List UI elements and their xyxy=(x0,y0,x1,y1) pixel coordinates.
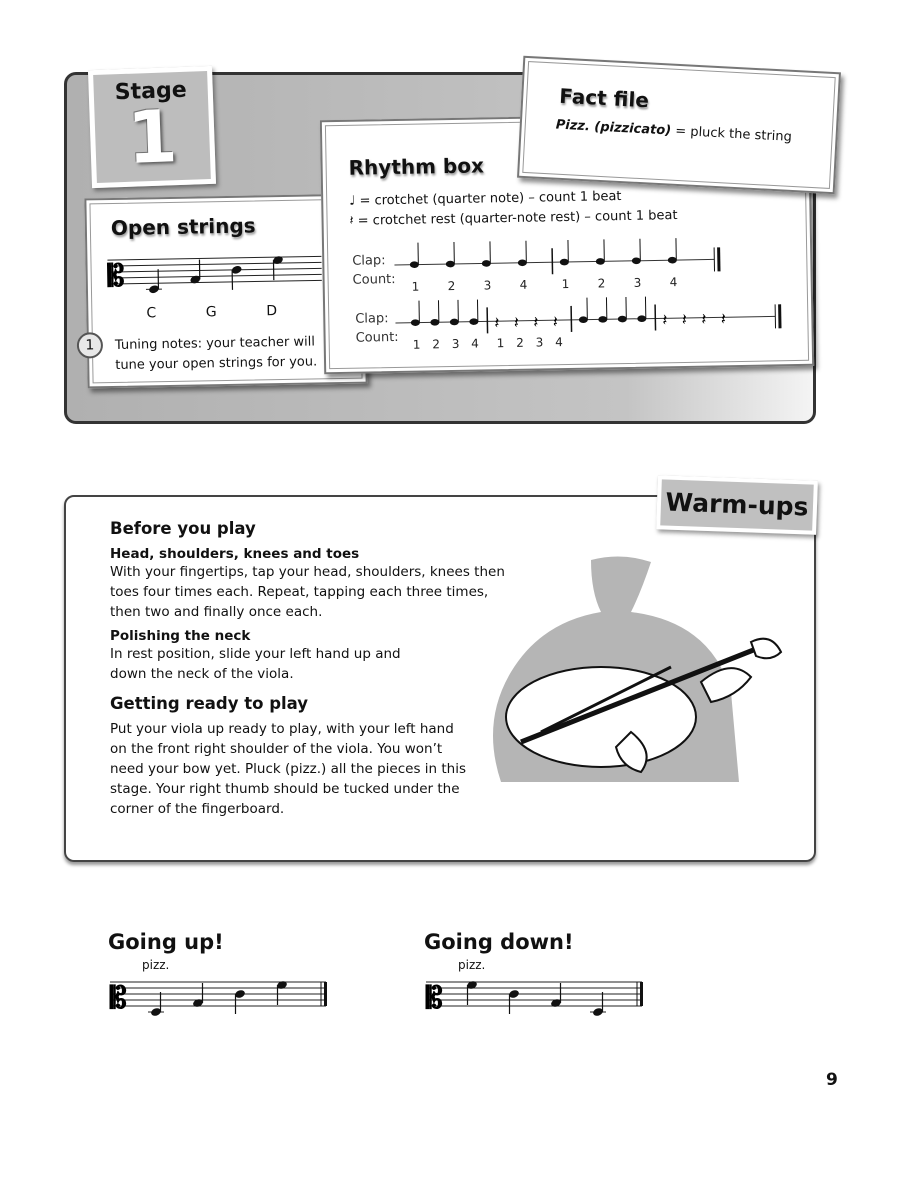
crotchet-note xyxy=(598,316,607,323)
clap-label: Clap: xyxy=(352,253,386,269)
count-number: 1 xyxy=(412,337,421,352)
crotchet-note xyxy=(482,260,491,267)
count-number: 3 xyxy=(451,336,460,352)
page-number: 9 xyxy=(826,1070,838,1090)
warmup-text: With your fingertips, tap your head, shoulders, knees then xyxy=(110,564,505,580)
count-number: 3 xyxy=(483,278,492,293)
stage-label: Stage xyxy=(114,77,188,106)
warmup-title: Polishing the neck xyxy=(110,628,251,644)
crotchet-rest: 𝄽 xyxy=(552,312,558,332)
staff-line xyxy=(107,256,321,260)
warmup-text: then two and finally once each. xyxy=(110,604,323,620)
caption-line: Tuning notes: your teacher will xyxy=(114,334,316,353)
stage-number: 1 xyxy=(125,94,179,180)
note-name: G xyxy=(205,304,217,321)
alto-clef-icon: 𝄡 xyxy=(107,258,125,295)
count-number: 1 xyxy=(411,279,420,294)
final-barline xyxy=(778,304,781,328)
ready-text: stage. Your right thumb should be tucked under the xyxy=(110,781,460,797)
final-barline xyxy=(717,247,720,271)
count-number: 2 xyxy=(432,337,441,352)
fact-file-card xyxy=(517,56,841,194)
count-number: 1 xyxy=(496,336,505,351)
staff-line xyxy=(108,280,322,284)
note-name: D xyxy=(266,303,278,320)
crotchet-note xyxy=(446,261,455,268)
going-down-staff xyxy=(424,972,654,1022)
legend-text: = crotchet (quarter note) – count 1 beat xyxy=(359,189,622,209)
crotchet-note xyxy=(579,316,588,323)
alto-clef-icon: 𝄡 xyxy=(426,981,443,1016)
count-number: 2 xyxy=(447,278,456,294)
crotchet-rest: 𝄽 xyxy=(662,310,668,330)
viola-player-illustration xyxy=(481,552,801,792)
caption-line: tune your open strings for you. xyxy=(115,354,318,373)
piece-title: Going up! xyxy=(108,930,224,954)
count-number: 3 xyxy=(535,335,544,350)
count-number: 1 xyxy=(561,276,570,292)
count-number: 3 xyxy=(633,275,642,290)
ready-text: corner of the fingerboard. xyxy=(110,801,285,817)
legend-text: = crotchet rest (quarter-note rest) – count 1 beat xyxy=(357,208,678,229)
crotchet-note xyxy=(450,319,459,326)
crotchet-rest: 𝄽 xyxy=(720,309,726,329)
note-name: C xyxy=(146,305,157,322)
track-number-badge: 1 xyxy=(77,332,103,358)
crotchet-rest: 𝄽 xyxy=(513,312,519,332)
fact-term: Pizz. (pizzicato) xyxy=(555,117,672,139)
rhythm-exercises xyxy=(394,224,816,371)
crotchet-note xyxy=(668,257,677,264)
crotchet-note xyxy=(518,259,527,266)
crotchet-note xyxy=(411,319,420,326)
rhythm-box-title: Rhythm box xyxy=(348,153,485,180)
crotchet-note xyxy=(596,258,605,265)
open-strings-staff xyxy=(105,246,326,300)
ready-heading: Getting ready to play xyxy=(110,694,309,713)
piece-title: Going down! xyxy=(424,930,574,954)
crotchet-rest: 𝄽 xyxy=(681,309,687,330)
open-strings-title: Open strings xyxy=(110,213,256,240)
count-number: 4 xyxy=(519,277,528,292)
rest-icon: 𝄽 xyxy=(349,213,354,229)
pizz-marking: pizz. xyxy=(142,958,170,972)
ready-text: need your bow yet. Pluck (pizz.) all the pieces in this xyxy=(110,761,467,777)
staff-line xyxy=(108,262,322,266)
count-number: 2 xyxy=(516,335,524,350)
crotchet-icon: ♩ xyxy=(349,193,356,209)
crotchet-rest: 𝄽 xyxy=(533,312,539,332)
staff-line xyxy=(108,268,322,272)
warmups-panel xyxy=(64,495,816,862)
crotchet-note xyxy=(618,316,627,323)
fact-file-title: Fact file xyxy=(558,83,650,113)
crotchet-note xyxy=(410,261,419,268)
count-number: 2 xyxy=(597,276,606,291)
warmup-title: Head, shoulders, knees and toes xyxy=(110,546,360,562)
warmups-tab: Warm-ups xyxy=(656,475,818,535)
count-number: 4 xyxy=(669,275,678,290)
count-label: Count: xyxy=(352,271,396,288)
staff-line xyxy=(108,274,322,278)
warmup-text: down the neck of the viola. xyxy=(110,666,294,682)
crotchet-note xyxy=(469,318,478,325)
ready-text: on the front right shoulder of the viola. You won’t xyxy=(110,741,443,757)
fact-definition: = pluck the string xyxy=(674,123,793,145)
crotchet-note xyxy=(632,257,641,264)
crotchet-rest: 𝄽 xyxy=(701,309,707,329)
crotchet-note xyxy=(430,319,439,326)
count-number: 4 xyxy=(555,335,563,350)
warmup-text: In rest position, slide your left hand up and xyxy=(110,646,401,662)
rhythm-line xyxy=(394,259,714,265)
going-up-staff xyxy=(108,972,338,1022)
count-number: 4 xyxy=(471,336,480,351)
crotchet-rest: 𝄽 xyxy=(494,313,500,333)
ready-text: Put your viola up ready to play, with your left hand xyxy=(110,721,454,737)
stage-badge xyxy=(88,66,216,188)
crotchet-note xyxy=(560,259,569,266)
final-barline xyxy=(324,982,327,1006)
final-barline xyxy=(640,982,643,1006)
before-heading: Before you play xyxy=(110,519,256,538)
clap-label: Clap: xyxy=(355,311,389,327)
pizz-marking: pizz. xyxy=(458,958,486,972)
count-label: Count: xyxy=(355,329,399,346)
warmup-text: toes four times each. Repeat, tapping each three times, xyxy=(110,584,489,600)
crotchet-note xyxy=(637,315,646,322)
alto-clef-icon: 𝄡 xyxy=(110,981,127,1016)
